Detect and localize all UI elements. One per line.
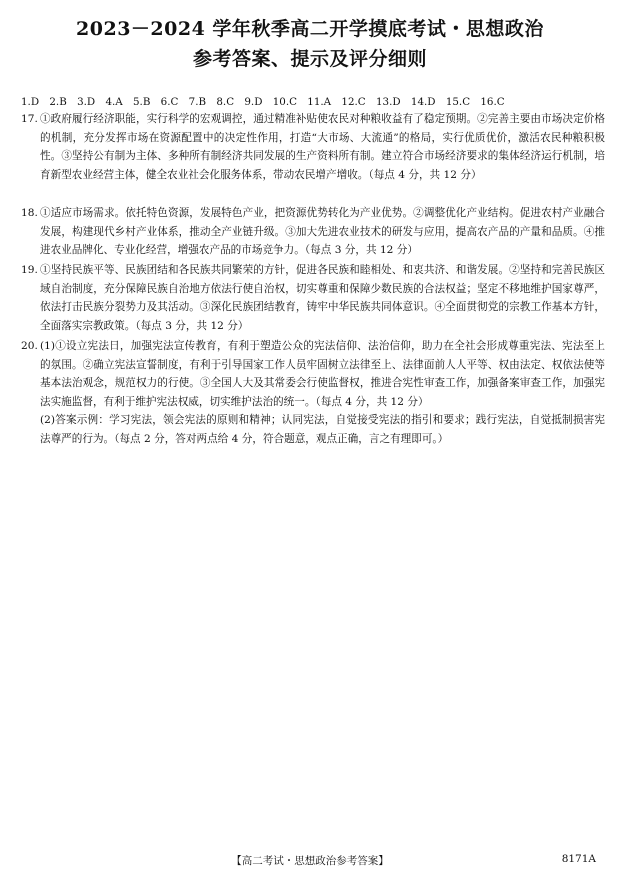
question-number: 19. [21,264,38,276]
question-answer-part-2: (2)答案示例：学习宪法，领会宪法的原则和精神；认同宪法，自觉接受宪法的指引和要求；践行宪法，自觉抵制损害宪法尊严的行为。（每点 2 分，答对两点给 4 分，符合题意，观点正确，言之有理即可。） [40,414,605,445]
multiple-choice-answers: 1.D 2.B 3.D 4.A 5.B 6.C 7.B 8.C 9.D 10.C 11.A 12.C 13.D 14.D 15.C 16.C [21,96,505,108]
question-answer-text: ①坚持民族平等、民族团结和各民族共同繁荣的方针，促进各民族和睦相处、和衷共济、和谐发展。②坚持和完善民族区域自治制度，充分保障民族自治地方依法行使自治权，切实尊重和保障少数民族的合法权益；坚定不移地维护国家尊严，依法打击民族分裂势力及其活动。③深化民族团结教育，铸牢中华民族共同体意识。④全面贯彻党的宗教工作基本方针，全面落实宗教政策。（每点 3 分，共 12 分） [40,264,605,332]
question-18 [21,204,605,260]
question-answer-text: ①政府履行经济职能，实行科学的宏观调控，通过精准补贴使农民对种粮收益有了稳定预期。②完善主要由市场决定价格的机制，充分发挥市场在资源配置中的决定性作用，打造“大市场、大流通”的格局，实行优质优价，激活农民种粮积极性。③坚持公有制为主体、多种所有制经济共同发展的生产资料所有制。建立符合市场经济要求的集体经济运行机制，培育新型农业经营主体，健全农业社会化服务体系，带动农民增产增收。（每点 4 分，共 12 分） [40,113,605,181]
question-answer-text: ①适应市场需求。依托特色资源，发展特色产业，把资源优势转化为产业优势。②调整优化产业结构。促进农村产业融合发展，构建现代乡村产业体系，推动全产业链升级。③加大先进农业技术的研发与应用，提高农产品的产量和品质。④推进农业品牌化、专业化经营，增强农产品的市场竞争力。（每点 3 分，共 12 分） [40,207,605,256]
question-number: 18. [21,207,38,219]
question-number: 20. [21,340,38,352]
page-title: 2023－2024 学年秋季高二开学摸底考试・思想政治 [76,18,544,40]
page-subtitle: 参考答案、提示及评分细则 [192,48,427,70]
question-number: 17. [21,113,38,125]
question-answer-part-1: (1)①设立宪法日，加强宪法宣传教育，有利于塑造公众的宪法信仰、法治信仰，助力在全社会形成尊重宪法、宪法至上的氛围。②确立宪法宣誓制度，有利于引导国家工作人员牢固树立法律至上、法律面前人人平等、权由法定、权依法使等基本法治观念，规范权力的行使。③全国人大及其常委会行使监督权，推进合宪性审查工作，加强备案审查工作，加强宪法实施监督，有利于维护宪法权威，切实维护法治的统一。（每点 4 分，共 12 分） [40,340,605,408]
question-19 [21,261,605,335]
question-17 [21,110,605,184]
footer-code: 8171A [561,853,596,865]
question-20 [21,337,605,448]
footer-title: 【高二考试・思想政治参考答案】 [231,855,389,867]
